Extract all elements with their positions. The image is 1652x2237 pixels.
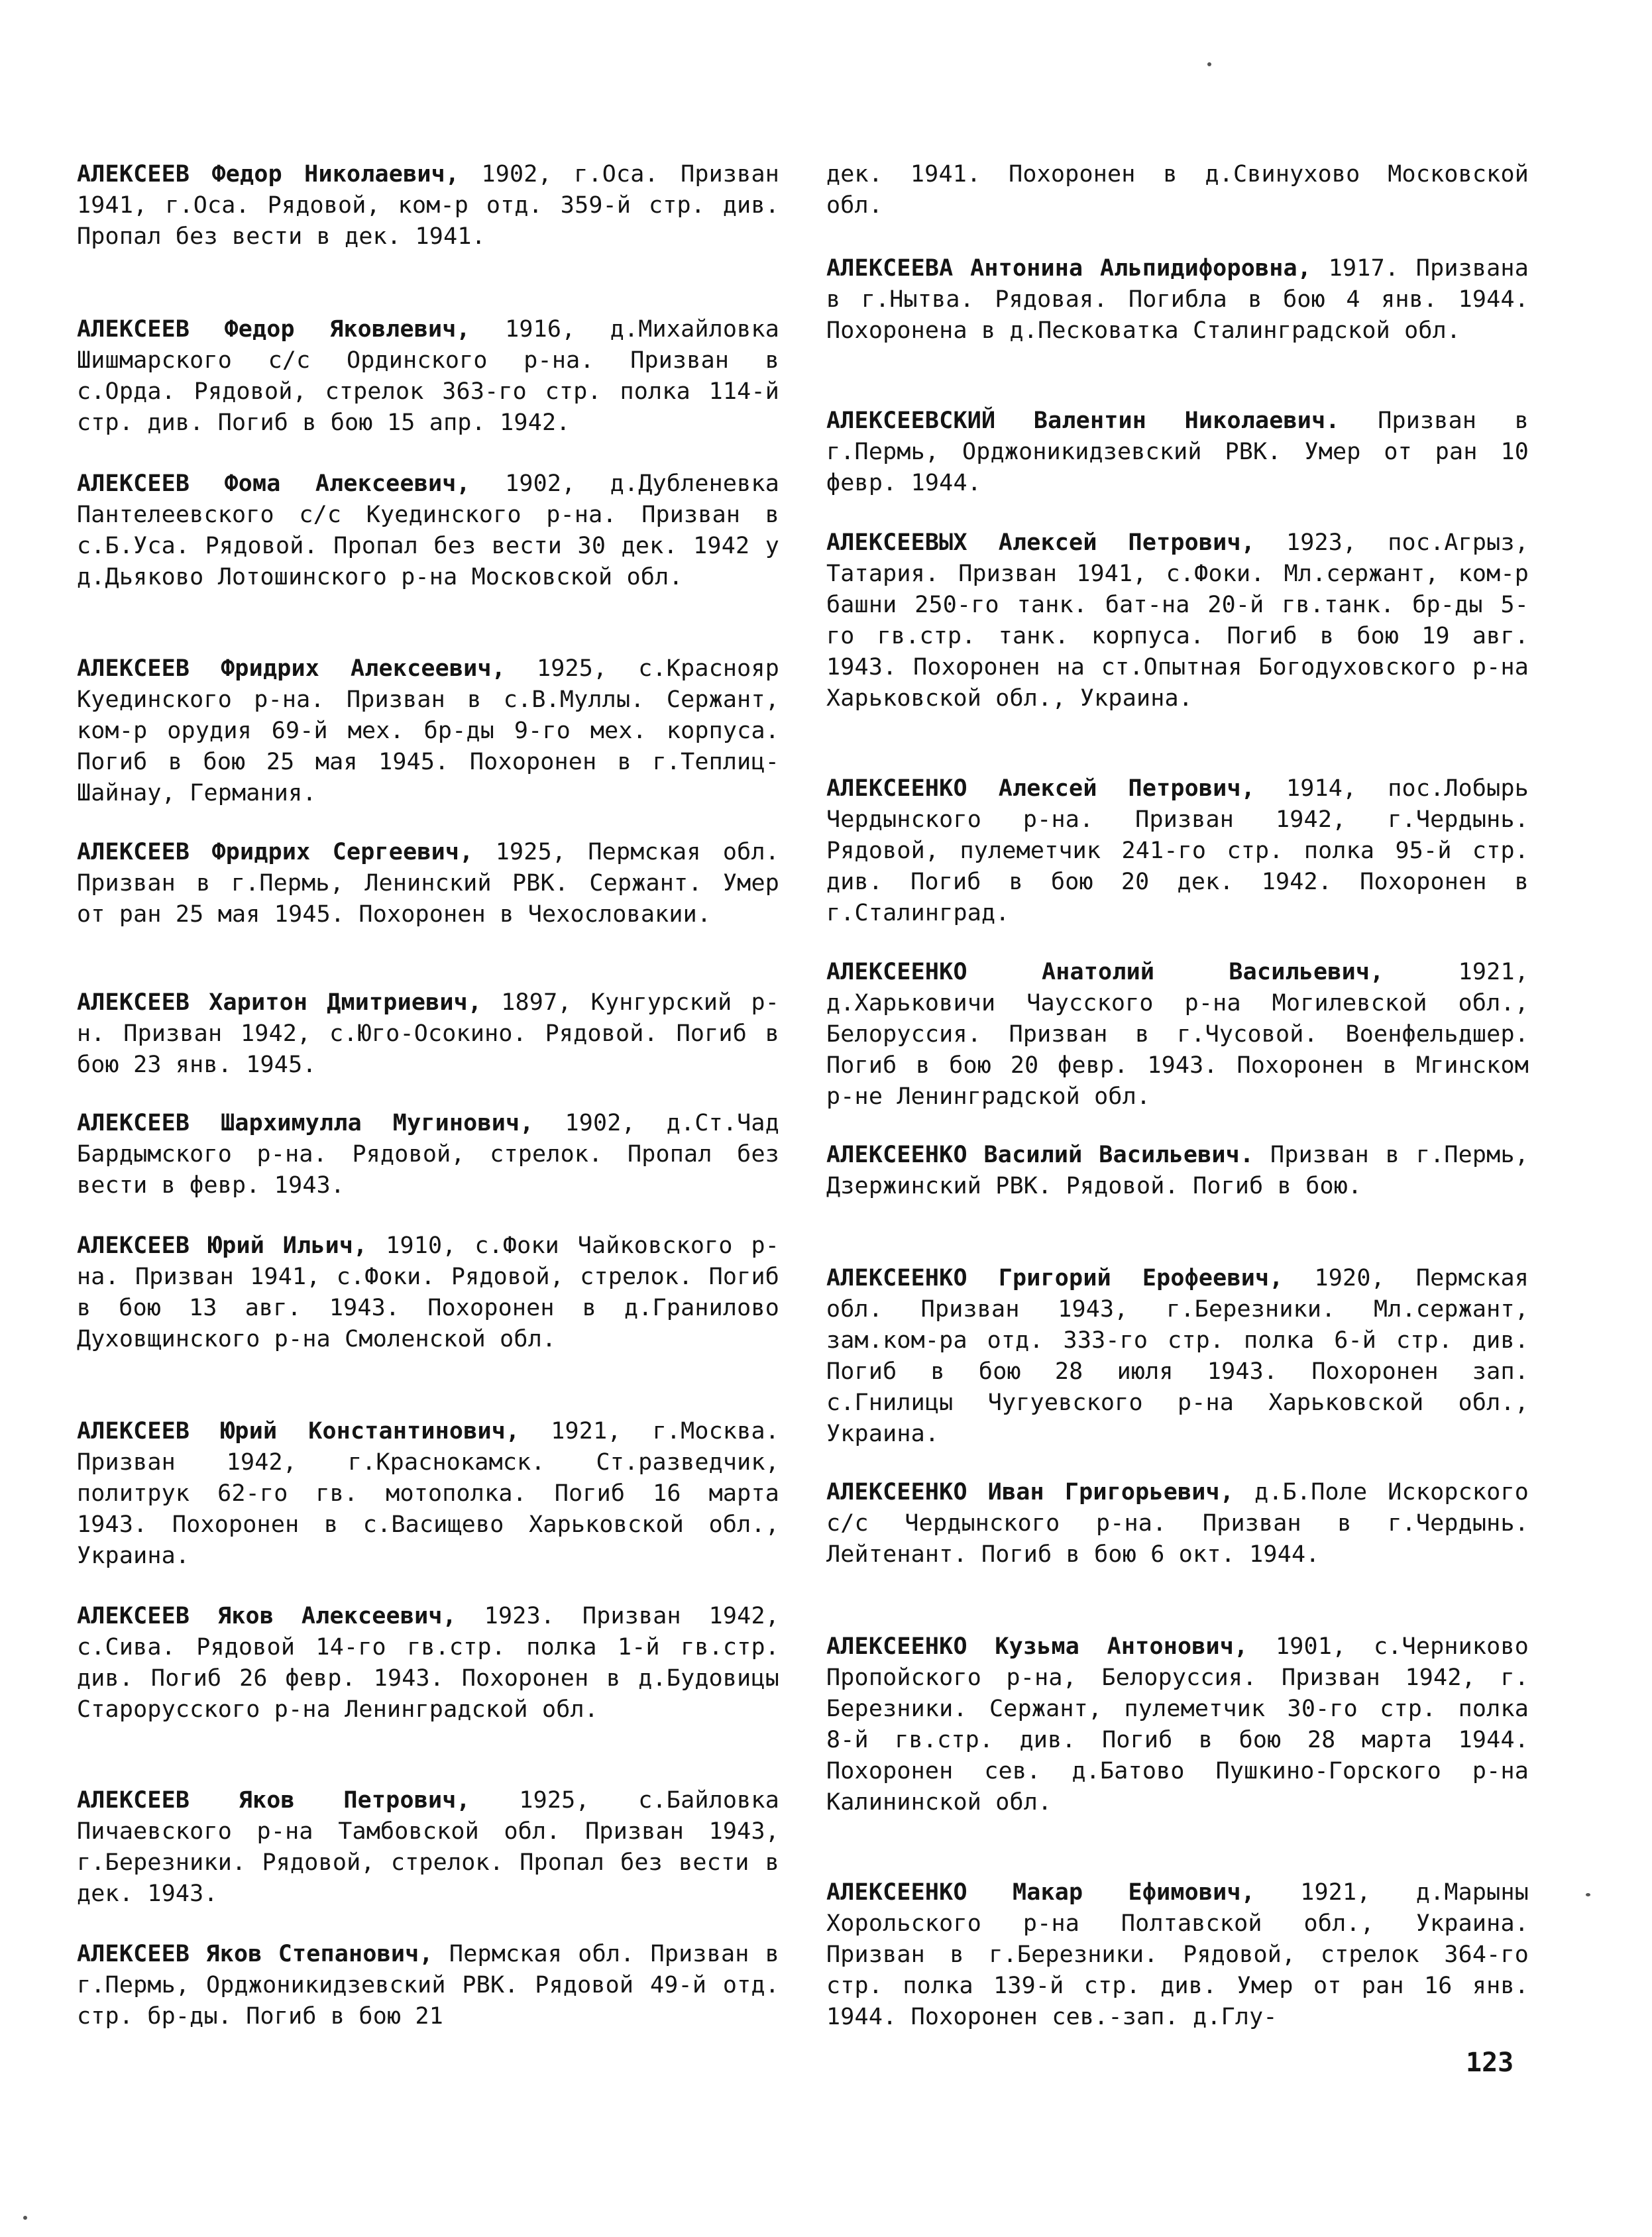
page-number: 123 (1466, 2047, 1514, 2078)
entry (77, 1230, 779, 1355)
entry-given-name: Федор Яковлевич, (224, 316, 470, 343)
entry-given-name: Шархимулла Мугинович, (221, 1110, 534, 1136)
entry-given-name: Яков Степанович, (205, 1941, 433, 1967)
entry-surname: АЛЕКСЕЕВ (77, 1603, 190, 1629)
entry-surname: АЛЕКСЕЕНКО (826, 959, 967, 985)
entry (77, 653, 779, 809)
entry-given-name: Анатолий Васильевич, (1041, 959, 1384, 985)
entry-text: 1902, д.Ст.Чад Бардымского р-на. Рядовой, стрелок. Пропал без вести в февр. 1943. (77, 1110, 779, 1199)
entry-surname: АЛЕКСЕЕВ (77, 1787, 190, 1814)
entry (77, 837, 779, 930)
entry (826, 1140, 1529, 1202)
entry (826, 253, 1529, 347)
scan-speck (1586, 1893, 1590, 1896)
entry-given-name: Иван Григорьевич, (987, 1479, 1235, 1505)
entry-given-name: Антонина Альпидифоровна, (970, 255, 1312, 282)
entry-surname: АЛЕКСЕЕВСКИЙ (826, 408, 996, 434)
entry-text: 1925, с.Байловка Пичаевского р-на Тамбовской обл. Призван 1943, г.Березники. Рядовой, стрелок. Пропал без вести в дек. 1943. (77, 1787, 779, 1907)
entry-text: 1914, пос.Лобырь Чердынского р-на. Призван 1942, г.Чердынь. Рядовой, пулеметчик 241-го стр. полка 95-й стр. див. Погиб в бою 20 дек. 1942. Похоронен в г.Сталинград. (826, 775, 1529, 926)
entry (77, 1939, 779, 2032)
entry-given-name: Фома Алексеевич, (224, 470, 470, 497)
entry-surname: АЛЕКСЕЕНКО (826, 775, 967, 802)
entry-given-name: Юрий Константинович, (221, 1418, 520, 1445)
entry (826, 1631, 1529, 1818)
entry-text: 1923. Призван 1942, с.Сива. Рядовой 14-го гв.стр. полка 1-й гв.стр. див. Погиб 26 февр. 1943. Похоронен в д.Будовицы Старорусского р-на Ленинградской обл. (77, 1603, 780, 1723)
entry-text: 1902, г.Оса. Призван 1941, г.Оса. Рядовой, ком-р отд. 359-й стр. див. Пропал без вести в дек. 1941. (77, 161, 779, 250)
entry-given-name: Алексей Петрович, (998, 775, 1255, 802)
entry-surname: АЛЕКСЕЕВ (77, 1941, 190, 1967)
entry (77, 159, 779, 252)
entry-text: 1921, д.Марыны Хорольского р-на Полтавской обл., Украина. Призван в г.Березники. Рядовой, стрелок 364-го стр. полка 139-й стр. див. Умер от ран 16 янв. 1944. Похоронен сев.-зап. д.Глу- (826, 1879, 1529, 2030)
entry-text: 1910, с.Фоки Чайковского р-на. Призван 1941, с.Фоки. Рядовой, стрелок. Погиб в бою 13 авг. 1943. Похоронен в д.Гранилово Духовщинского р-на Смоленской обл. (77, 1232, 779, 1352)
entry-given-name: Василий Васильевич. (983, 1142, 1254, 1168)
entry-given-name: Харитон Дмитриевич, (209, 989, 482, 1016)
entry (826, 957, 1529, 1113)
entry-text: 1897, Кунгурский р-н. Призван 1942, с.Юго-Осокино. Рядовой. Погиб в бою 23 янв. 1945. (77, 989, 779, 1078)
entry-given-name: Макар Ефимович, (1012, 1879, 1255, 1906)
scan-speck (1207, 62, 1211, 66)
entry (77, 1416, 779, 1572)
entry-surname: АЛЕКСЕЕВ (77, 470, 190, 497)
entry-given-name: Григорий Ерофеевич, (998, 1265, 1284, 1291)
entry (77, 987, 779, 1081)
entry-surname: АЛЕКСЕЕВА (826, 255, 954, 282)
entry-surname: АЛЕКСЕЕНКО (826, 1633, 967, 1660)
entry-text: 1901, с.Черниково Пропойского р-на, Белоруссия. Призван 1942, г. Березники. Сержант, пулеметчик 30-го стр. полка 8-й гв.стр. див. Погиб в бою 28 марта 1944. Похоронен сев. д.Батово Пушкино-Горского р-на Калининской обл. (826, 1633, 1529, 1816)
entry-given-name: Фридрих Алексеевич, (221, 655, 506, 682)
entry (77, 1601, 779, 1725)
entry-surname: АЛЕКСЕЕВ (77, 655, 190, 682)
entry-surname: АЛЕКСЕЕНКО (826, 1879, 967, 1906)
entry-surname: АЛЕКСЕЕВ (77, 1418, 190, 1445)
entry (826, 406, 1529, 499)
entry (826, 1477, 1529, 1570)
entry-surname: АЛЕКСЕЕВЫХ (826, 529, 967, 556)
entry-surname: АЛЕКСЕЕНКО (826, 1265, 967, 1291)
entry-surname: АЛЕКСЕЕВ (77, 839, 190, 865)
entry-surname: АЛЕКСЕЕНКО (826, 1479, 967, 1505)
entry-surname: АЛЕКСЕЕНКО (826, 1142, 967, 1168)
entry-surname: АЛЕКСЕЕВ (77, 1110, 190, 1136)
entry-text: 1920, Пермская обл. Призван 1943, г.Березники. Мл.сержант, зам.ком-ра отд. 333-го стр. полка 6-й стр. див. Погиб в бою 28 июля 1943. Похоронен зап. с.Гнилицы Чугуевского р-на Харьковской обл., Украина. (826, 1265, 1529, 1447)
entry-text: 1902, д.Дубленевка Пантелеевского с/с Куединского р-на. Призван в с.Б.Уса. Рядовой. Пропал без вести 30 дек. 1942 у д.Дьяково Лотошинского р-на Московской обл. (77, 470, 779, 590)
entry-text: Призван в г.Пермь, Орджоникидзевский РВК. Умер от ран 10 февр. 1944. (826, 408, 1529, 496)
entry-given-name: Валентин Николаевич. (1033, 408, 1340, 434)
entry (826, 1263, 1529, 1450)
entry-surname: АЛЕКСЕЕВ (77, 989, 190, 1016)
entry-surname: АЛЕКСЕЕВ (77, 161, 190, 188)
entry-text: 1921, д.Харьковичи Чаусского р-на Могилевской обл., Белоруссия. Призван в г.Чусовой. Военфельдшер. Погиб в бою 20 февр. 1943. Похоронен в Мгинском р-не Ленинградской обл. (826, 959, 1529, 1110)
entry (826, 527, 1529, 714)
entry-given-name: Яков Петрович, (238, 1787, 470, 1814)
entry-continuation (826, 159, 1529, 221)
entry-given-name: Федор Николаевич, (211, 161, 460, 188)
entry-text: 1916, д.Михайловка Шишмарского с/с Ординского р-на. Призван в с.Орда. Рядовой, стрелок 363-го стр. полка 114-й стр. див. Погиб в бою 15 апр. 1942. (77, 316, 779, 436)
entry-text: 1925, Пермская обл. Призван в г.Пермь, Ленинский РВК. Сержант. Умер от ран 25 мая 1945. Похоронен в Чехословакии. (77, 839, 779, 928)
scan-speck (23, 2216, 27, 2220)
entry-given-name: Яков Алексеевич, (217, 1603, 457, 1629)
entry-surname: АЛЕКСЕЕВ (77, 316, 190, 343)
entry-text: 1923, пос.Агрыз, Татария. Призван 1941, с.Фоки. Мл.сержант, ком-р башни 250-го танк. бат-на 20-й гв.танк. бр-ды 5-го гв.стр. танк. корпуса. Погиб в бою 19 авг. 1943. Похоронен на ст.Опытная Богодуховского р-на Харьковской обл., Украина. (826, 529, 1529, 712)
entry (77, 1785, 779, 1910)
entry-text: Пермская обл. Призван в г.Пермь, Орджоникидзевский РВК. Рядовой 49-й отд. стр. бр-ды. Погиб в бою 21 (77, 1941, 779, 2030)
entry (77, 314, 779, 439)
entry-given-name: Алексей Петрович, (998, 529, 1255, 556)
entry-given-name: Кузьма Антонович, (995, 1633, 1248, 1660)
entry (826, 1877, 1529, 2033)
entry-text: Призван в г.Пермь, Дзержинский РВК. Рядовой. Погиб в бою. (826, 1142, 1529, 1199)
entry (77, 468, 779, 593)
entry-text: д.Б.Поле Искорского с/с Чердынского р-на. Призван в г.Чердынь. Лейтенант. Погиб в бою 6 окт. 1944. (826, 1479, 1529, 1568)
entry-surname: АЛЕКСЕЕВ (77, 1232, 190, 1259)
entry-given-name: Фридрих Сергеевич, (211, 839, 474, 865)
entry (826, 773, 1529, 929)
entry-text: 1917. Призвана в г.Нытва. Рядовая. Погибла в бою 4 янв. 1944. Похоронена в д.Песковатка Сталинградской обл. (826, 255, 1529, 344)
entry-text: дек. 1941. Похоронен в д.Свинухово Московской обл. (826, 161, 1529, 219)
entry-text: 1921, г.Москва. Призван 1942, г.Краснокамск. Ст.разведчик, политрук 62-го гв. мотополка. Погиб 16 марта 1943. Похоронен в с.Васищево Харьковской обл., Украина. (77, 1418, 780, 1569)
entry-text: 1925, с.Краснояр Куединского р-на. Призван в с.В.Муллы. Сержант, ком-р орудия 69-й мех. бр-ды 9-го мех. корпуса. Погиб в бою 25 мая 1945. Похоронен в г.Теплиц-Шайнау, Германия. (77, 655, 779, 806)
entry (77, 1108, 779, 1201)
entry-given-name: Юрий Ильич, (207, 1232, 368, 1259)
